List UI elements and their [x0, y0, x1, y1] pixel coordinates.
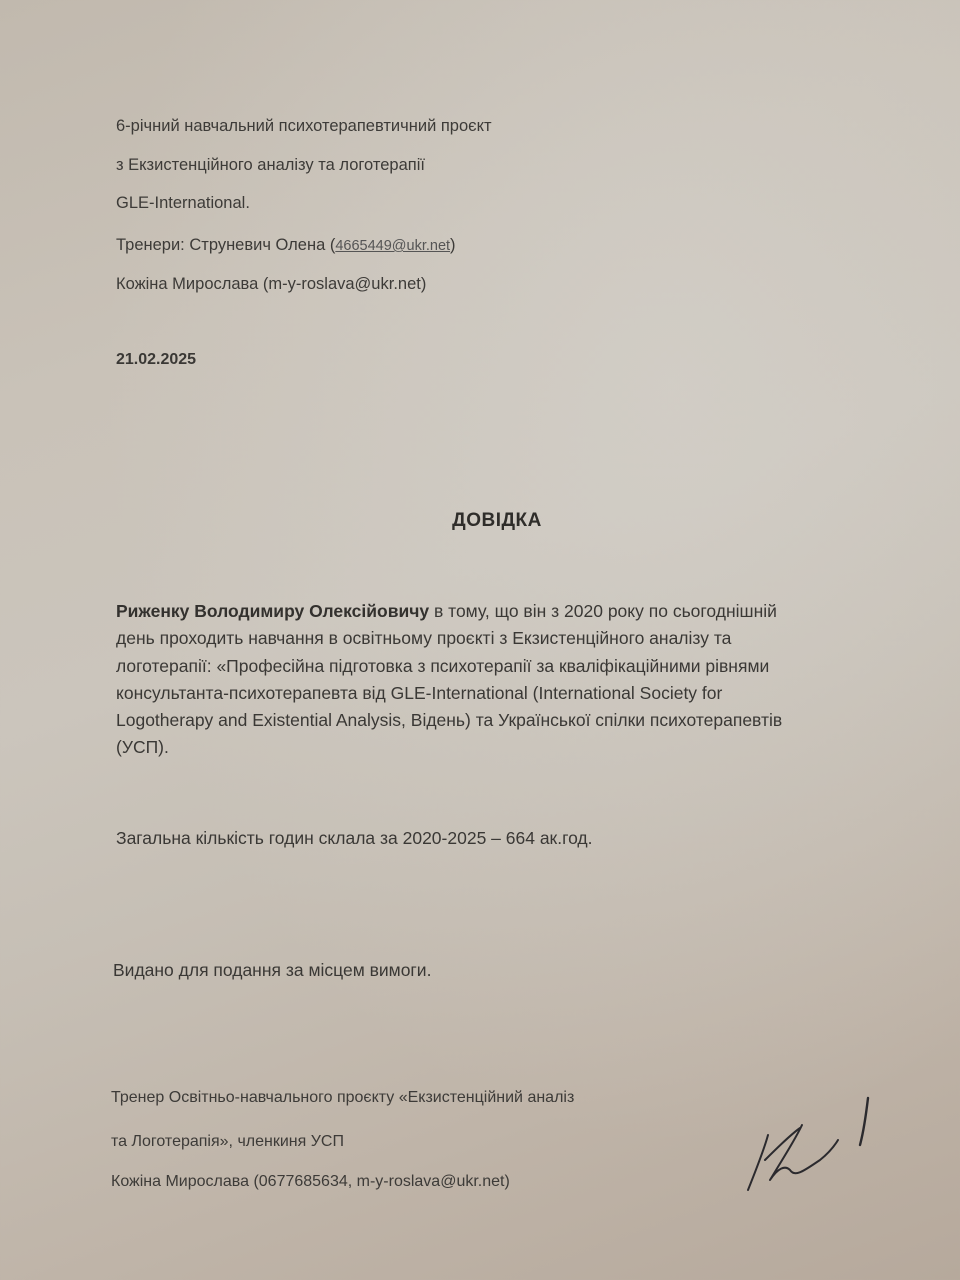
signature-line-1: Тренер Освітньо-навчального проєкту «Екзистенційний аналіз [111, 1089, 575, 1106]
trainer1-email-link[interactable]: 4665449@ukr.net [335, 238, 451, 254]
subject-line: з Екзистенційного аналізу та логотерапії [116, 156, 425, 174]
hours-statement: Загальна кількість годин склала за 2020-2025 – 664 ак.год. [116, 828, 593, 848]
body-line-1 [116, 598, 876, 625]
trainer2-line: Кожіна Мирослава (m-y-roslava@ukr.net) [116, 275, 427, 293]
certificate-body [116, 598, 876, 762]
signature-line-2: та Логотерапія», членкиня УСП [111, 1133, 344, 1150]
document-date: 21.02.2025 [116, 351, 197, 368]
trainers-line [116, 236, 456, 255]
handwritten-signature-icon [740, 1090, 880, 1200]
body-line-3: логотерапії: «Професійна підготовка з психотерапії за кваліфікаційними рівнями [116, 655, 770, 676]
body-line-5: Logotherapy and Existential Analysis, Відень) та Української спілки психотерапевтів [116, 710, 783, 731]
document-title: ДОВІДКА [452, 510, 542, 531]
body-line-1-rest: в тому, що він з 2020 року по сьогоднішній [429, 601, 777, 621]
recipient-name: Риженку Володимиру Олексійовичу [116, 601, 430, 621]
issued-statement: Видано для подання за місцем вимоги. [113, 960, 432, 980]
project-line: 6-річний навчальний психотерапевтичний проєкт [116, 117, 492, 135]
body-line-4: консультанта-психотерапевта від GLE-International (International Society for [116, 682, 723, 703]
body-line-2: день проходить навчання в освітньому проєкті з Екзистенційного аналізу та [116, 628, 732, 649]
trainers-prefix: Тренери: Струневич Олена ( [116, 236, 336, 254]
organization-line: GLE-International. [116, 194, 250, 212]
body-line-6: (УСП). [116, 737, 169, 758]
signature-line-3: Кожіна Мирослава (0677685634, m-y-roslava@ukr.net) [111, 1173, 510, 1190]
trainers-suffix: ) [450, 236, 456, 254]
